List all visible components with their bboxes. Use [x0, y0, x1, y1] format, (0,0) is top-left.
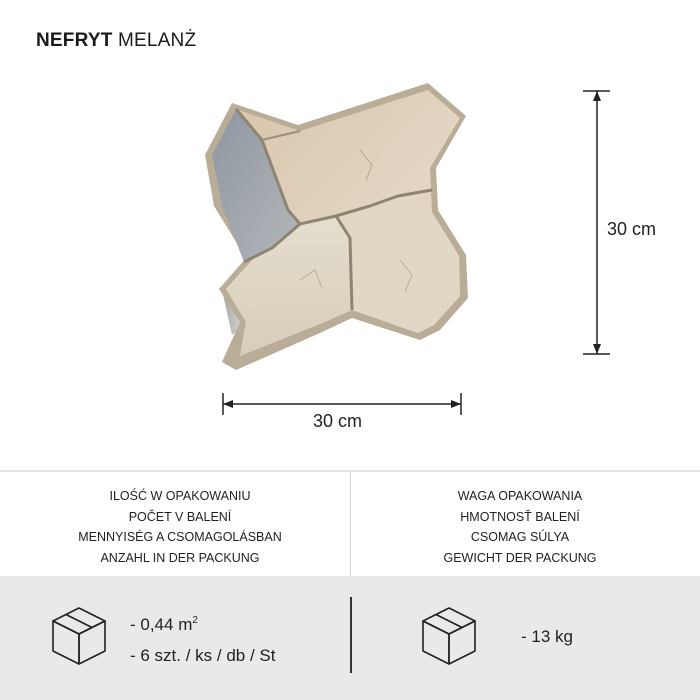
quantity-label-pl: ILOŚĆ W OPAKOWANIU [109, 489, 251, 503]
width-arrow-left [223, 400, 233, 408]
package-details-divider [350, 597, 352, 673]
package-pieces: - 6 szt. / ks / db / St [130, 646, 276, 665]
width-arrow-right [451, 400, 461, 408]
weight-label-de: GEWICHT DER PACKUNG [443, 550, 597, 565]
width-label: 30 cm [313, 411, 363, 431]
quantity-label-cz: POČET V BALENÍ [128, 509, 232, 524]
product-name-light: MELANŻ [117, 30, 197, 51]
package-box-icon [50, 606, 108, 668]
quantity-label-hu: MENNYISÉG A CSOMAGOLÁSBAN [78, 530, 282, 544]
package-area-value: - 0,44 m [130, 615, 193, 634]
package-area [130, 615, 198, 635]
weight-label-cz: HMOTNOSŤ BALENÍ [460, 509, 580, 524]
height-arrow-bottom [593, 344, 601, 354]
package-box-icon [420, 606, 478, 668]
height-arrow-top [593, 91, 601, 101]
weight-label-pl: WAGA OPAKOWANIA [457, 489, 583, 503]
quantity-info-column [5, 486, 355, 568]
package-area-exponent: 2 [192, 615, 198, 626]
weight-label-hu: CSOMAG SÚLYA [470, 530, 570, 544]
product-name-bold: NEFRYT [36, 30, 113, 51]
height-label: 30 cm [607, 219, 657, 239]
weight-info-column [345, 486, 695, 568]
package-weight: - 13 kg [521, 627, 573, 646]
quantity-label-de: ANZAHL IN DER PACKUNG [100, 550, 260, 565]
